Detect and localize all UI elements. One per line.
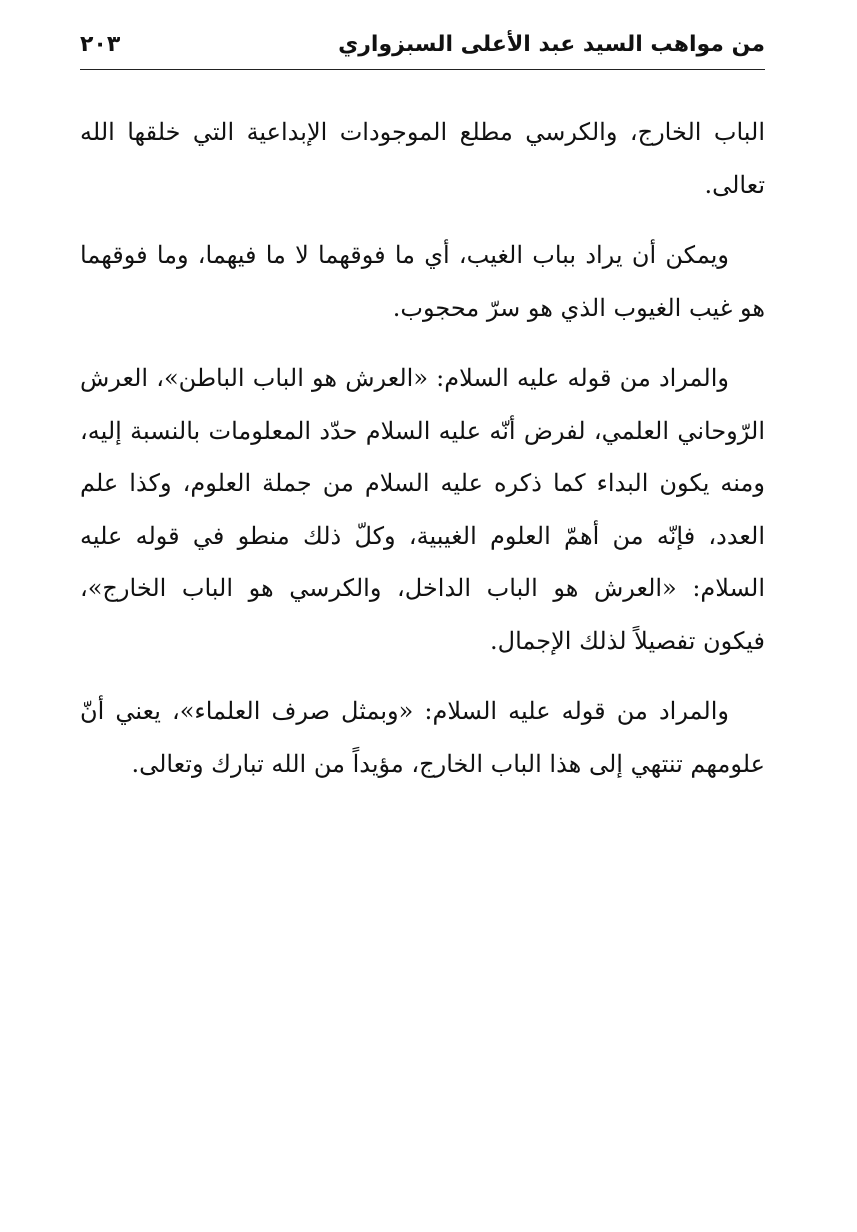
page-header [80,28,765,68]
paragraph: ويمكن أن يراد بباب الغيب، أي ما فوقهما لا ما فيهما، وما فوقهما هو غيب الغيوب الذي هو سرّ محجوب. [80,241,765,322]
header-rule [80,69,765,70]
paragraph: الباب الخارج، والكرسي مطلع الموجودات الإبداعية التي خلقها الله تعالى. [80,118,765,199]
paragraph: والمراد من قوله عليه السلام: «وبمثل صرف العلماء»، يعني أنّ علومهم تنتهي إلى هذا الباب الخارج، مؤيداً من الله تبارك وتعالى. [80,697,765,778]
paragraph: والمراد من قوله عليه السلام: «العرش هو الباب الباطن»، العرش الرّوحاني العلمي، لفرض أنّه عليه السلام حدّد المعلومات بالنسبة إليه، ومنه يكون البداء كما ذكره عليه السلام من جملة العلوم، وكذا علم العدد، فإنّه من أهمّ العلوم الغيبية، وكلّ ذلك منطو في قوله عليه السلام: «العرش هو الباب الداخل، والكرسي هو الباب الخارج»، فيكون تفصيلاً لذلك الإجمال. [80,364,765,655]
body-text [80,106,765,808]
page-number: ٢٠٣ [80,32,121,57]
running-title: من مواهب السيد عبد الأعلى السبزواري [338,32,765,57]
